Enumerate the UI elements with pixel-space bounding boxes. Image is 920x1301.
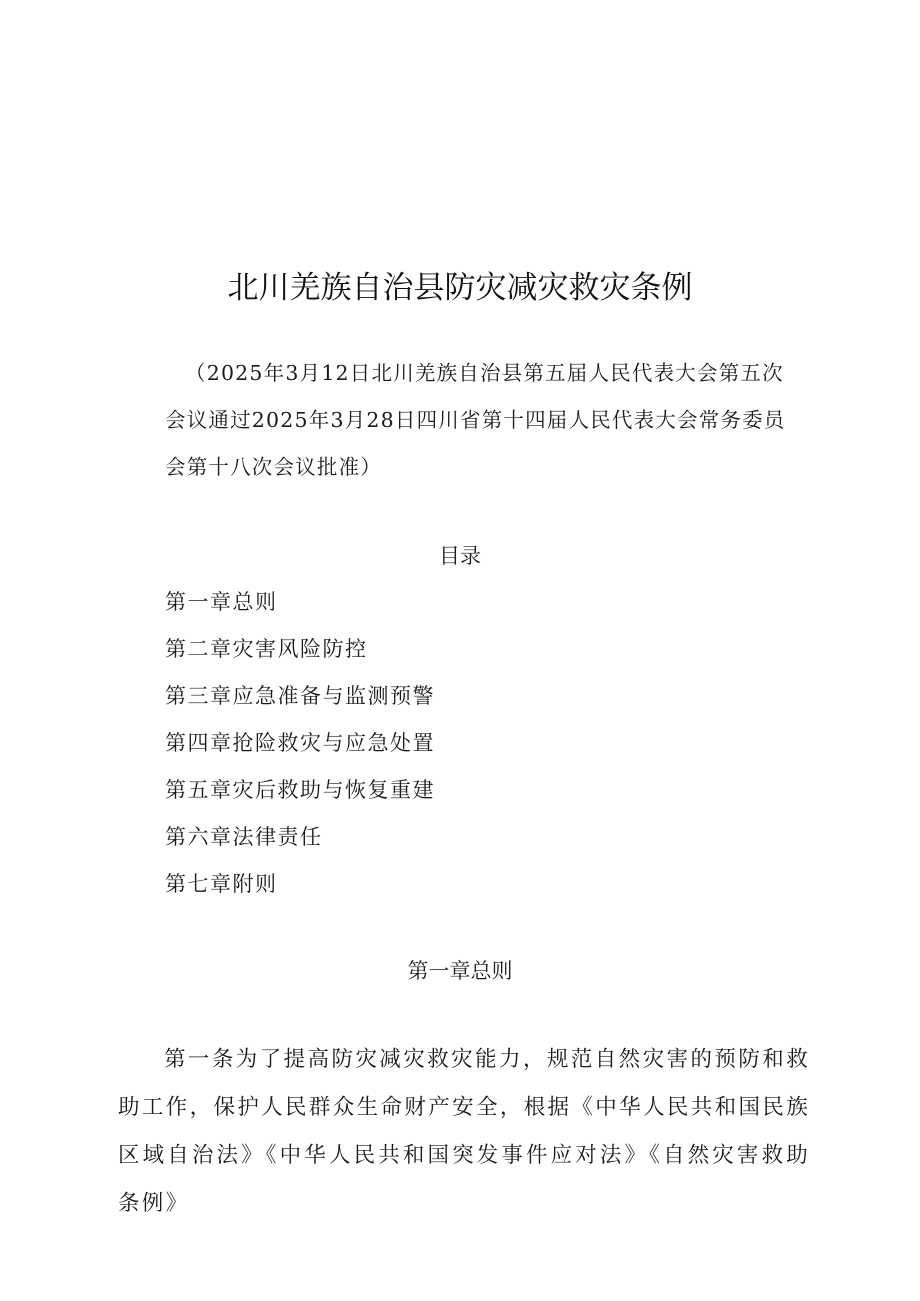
toc-item-7: 第七章附则 [165, 872, 278, 896]
chapter-1-heading: 第一章总则 [407, 959, 513, 983]
toc-item-1: 第一章总则 [165, 590, 278, 614]
toc-item-4: 第四章抢险救灾与应急处置 [165, 731, 435, 755]
adoption-note: （2025年3月12日北川羌族自治县第五届人民代表大会第五次会议通过2025年3月28日四川省第十四届人民代表大会常务委员会第十八次会议批准） [165, 361, 786, 479]
toc-heading: 目录 [439, 544, 481, 568]
toc-item-6: 第六章法律责任 [165, 825, 323, 849]
toc-list [165, 585, 435, 914]
document-title: 北川羌族自治县防灾减灾救灾条例 [227, 270, 693, 306]
toc-item-5: 第五章灾后救助与恢复重建 [165, 778, 435, 802]
toc-item-2: 第二章灾害风险防控 [165, 637, 368, 661]
article-1-text: 第一条为了提高防灾减灾救灾能力，规范自然灾害的预防和救助工作，保护人民群众生命财产安全，根据《中华人民共和国民族区域自治法》《中华人民共和国突发事件应对法》《自然灾害救助条例》 [118, 1047, 810, 1216]
toc-item-3: 第三章应急准备与监测预警 [165, 684, 435, 708]
